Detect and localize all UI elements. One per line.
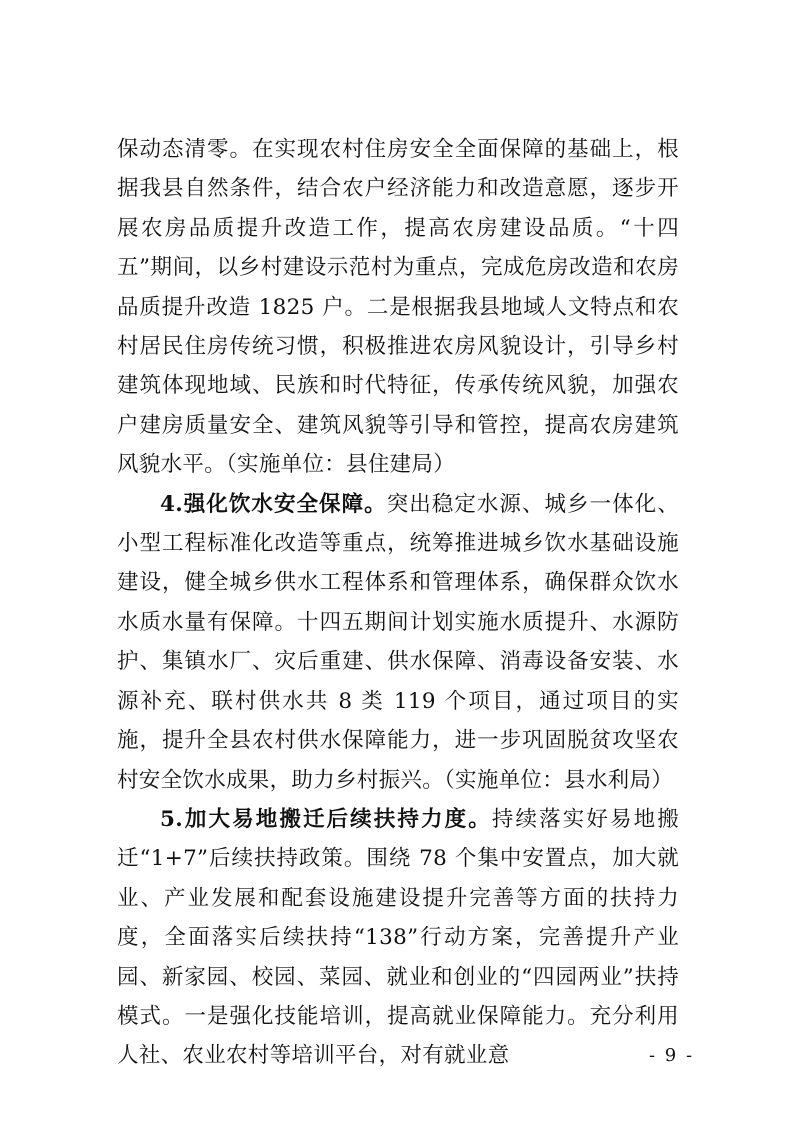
document-body bbox=[117, 130, 679, 1076]
section-heading-relocation-support: 5.加大易地搬迁后续扶持力度。 bbox=[160, 806, 492, 832]
paragraph-water-safety bbox=[117, 485, 679, 800]
paragraph-relocation-support bbox=[117, 800, 679, 1076]
paragraph-text: 保动态清零。在实现农村住房安全全面保障的基础上，根据我县自然条件，结合农户经济能力和改造意愿，逐步开展农房品质提升改造工作，提高农房建设品质。“十四五”期间，以乡村建设示范村为重点，完成危房改造和农房品质提升改造 1825 户。二是根据我县地域人文特点和农村居民住房传统习惯，积极推进农房风貌设计，引导乡村建筑体现地域、民族和时代特征，传承传统风貌，加强农户建房质量安全、建筑风貌等引导和管控，提高农房建筑风貌水平。（实施单位：县住建局） bbox=[117, 137, 679, 478]
page-number: - 9 - bbox=[649, 1045, 695, 1066]
paragraph-text: 持续落实好易地搬迁“1+7”后续扶持政策。围绕 78 个集中安置点，加大就业、产业发展和配套设施建设提升完善等方面的扶持力度，全面落实后续扶持“138”行动方案，完善提升产业园、新家园、校园、菜园、就业和创业的“四园两业”扶持模式。一是强化技能培训，提高就业保障能力。充分利用人社、农业农村等培训平台，对有就业意 bbox=[117, 806, 679, 1069]
paragraph-housing bbox=[117, 130, 679, 485]
section-heading-water-safety: 4.强化饮水安全保障。 bbox=[160, 491, 387, 517]
paragraph-text: 突出稳定水源、城乡一体化、小型工程标准化改造等重点，统筹推进城乡饮水基础设施建设，健全城乡供水工程体系和管理体系，确保群众饮水水质水量有保障。十四五期间计划实施水质提升、水源防护、集镇水厂、灾后重建、供水保障、消毒设备安装、水源补充、联村供水共 8 类 119 个项目，通过项目的实施，提升全县农村供水保障能力，进一步巩固脱贫攻坚农村安全饮水成果，助力乡村振兴。（实施单位：县水利局） bbox=[117, 491, 680, 793]
